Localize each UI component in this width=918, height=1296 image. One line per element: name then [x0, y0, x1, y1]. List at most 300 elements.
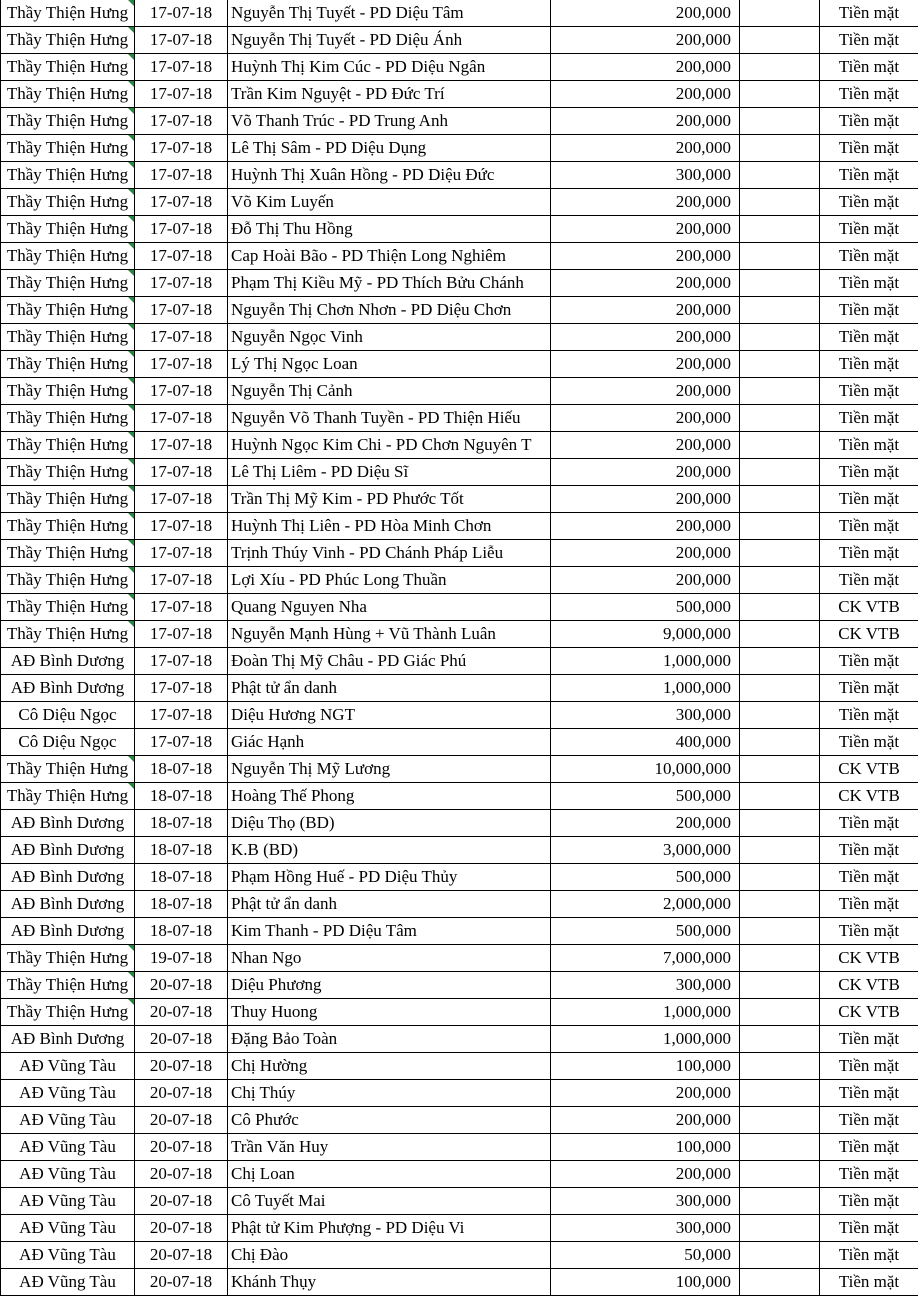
date-cell[interactable]: 18-07-18 [135, 837, 228, 864]
date-cell[interactable]: 20-07-18 [135, 1080, 228, 1107]
payment-method-cell[interactable]: Tiền mặt [820, 1188, 918, 1215]
donor-name-cell[interactable]: Đặng Bảo Toàn [228, 1026, 551, 1053]
payment-method-cell[interactable]: Tiền mặt [820, 1107, 918, 1134]
date-cell[interactable]: 17-07-18 [135, 297, 228, 324]
donor-name-cell[interactable]: Phật tử ẩn danh [228, 891, 551, 918]
payment-method-cell[interactable]: Tiền mặt [820, 108, 918, 135]
amount-cell[interactable]: 1,000,000 [551, 648, 740, 675]
donor-name-cell[interactable]: Phạm Hồng Huế - PD Diệu Thủy [228, 864, 551, 891]
payment-method-cell[interactable]: Tiền mặt [820, 486, 918, 513]
payment-method-cell[interactable]: Tiền mặt [820, 513, 918, 540]
payment-method-cell[interactable]: Tiền mặt [820, 1026, 918, 1053]
amount-cell[interactable]: 200,000 [551, 540, 740, 567]
donor-name-cell[interactable]: Nguyễn Thị Tuyết - PD Diệu Tâm [228, 0, 551, 27]
payment-method-cell[interactable]: CK VTB [820, 972, 918, 999]
date-cell[interactable]: 20-07-18 [135, 972, 228, 999]
table-row [1, 837, 918, 864]
payment-method-cell[interactable]: CK VTB [820, 594, 918, 621]
payment-method-cell[interactable]: Tiền mặt [820, 1161, 918, 1188]
date-cell[interactable]: 17-07-18 [135, 351, 228, 378]
amount-cell[interactable]: 300,000 [551, 1215, 740, 1242]
date-cell[interactable]: 17-07-18 [135, 54, 228, 81]
donor-name-cell[interactable]: Huỳnh Thị Xuân Hồng - PD Diệu Đức [228, 162, 551, 189]
empty-cell[interactable] [740, 486, 820, 513]
donor-name-cell[interactable]: Võ Kim Luyến [228, 189, 551, 216]
table-row [1, 783, 918, 810]
payment-method-cell[interactable]: Tiền mặt [820, 0, 918, 27]
table-row [1, 81, 918, 108]
empty-cell[interactable] [740, 1161, 820, 1188]
source-cell[interactable]: AĐ Vũng Tàu [1, 1080, 135, 1107]
payment-method-cell[interactable]: Tiền mặt [820, 81, 918, 108]
empty-cell[interactable] [740, 108, 820, 135]
donor-name-cell[interactable]: Nguyễn Ngọc Vinh [228, 324, 551, 351]
source-cell[interactable]: Thầy Thiện Hưng [1, 270, 135, 297]
amount-cell[interactable]: 200,000 [551, 459, 740, 486]
donor-name-cell[interactable]: Huỳnh Thị Liên - PD Hòa Minh Chơn [228, 513, 551, 540]
payment-method-cell[interactable]: Tiền mặt [820, 1134, 918, 1161]
payment-method-cell[interactable]: CK VTB [820, 756, 918, 783]
payment-method-cell[interactable]: Tiền mặt [820, 135, 918, 162]
amount-cell[interactable]: 500,000 [551, 594, 740, 621]
empty-cell[interactable] [740, 0, 820, 27]
payment-method-cell[interactable]: Tiền mặt [820, 216, 918, 243]
date-cell[interactable]: 17-07-18 [135, 81, 228, 108]
payment-method-cell[interactable]: Tiền mặt [820, 54, 918, 81]
source-cell[interactable]: Thầy Thiện Hưng [1, 405, 135, 432]
empty-cell[interactable] [740, 594, 820, 621]
date-cell[interactable]: 20-07-18 [135, 1107, 228, 1134]
empty-cell[interactable] [740, 378, 820, 405]
amount-cell[interactable]: 200,000 [551, 513, 740, 540]
date-cell[interactable]: 17-07-18 [135, 216, 228, 243]
amount-cell[interactable]: 200,000 [551, 567, 740, 594]
source-cell[interactable]: Thầy Thiện Hưng [1, 513, 135, 540]
amount-cell[interactable]: 200,000 [551, 135, 740, 162]
amount-cell[interactable]: 200,000 [551, 189, 740, 216]
donor-name-cell[interactable]: Trần Văn Huy [228, 1134, 551, 1161]
amount-cell[interactable]: 300,000 [551, 702, 740, 729]
empty-cell[interactable] [740, 297, 820, 324]
empty-cell[interactable] [740, 459, 820, 486]
date-cell[interactable]: 17-07-18 [135, 486, 228, 513]
payment-method-cell[interactable]: CK VTB [820, 945, 918, 972]
payment-method-cell[interactable]: Tiền mặt [820, 162, 918, 189]
amount-cell[interactable]: 200,000 [551, 324, 740, 351]
source-cell[interactable]: AĐ Bình Dương [1, 891, 135, 918]
empty-cell[interactable] [740, 810, 820, 837]
donor-name-cell[interactable]: Nguyễn Thị Cảnh [228, 378, 551, 405]
date-cell[interactable]: 20-07-18 [135, 1134, 228, 1161]
empty-cell[interactable] [740, 1080, 820, 1107]
source-cell[interactable]: Thầy Thiện Hưng [1, 162, 135, 189]
donor-name-cell[interactable]: Hoàng Thế Phong [228, 783, 551, 810]
source-cell[interactable]: Thầy Thiện Hưng [1, 432, 135, 459]
empty-cell[interactable] [740, 945, 820, 972]
amount-cell[interactable]: 200,000 [551, 108, 740, 135]
source-cell[interactable]: Thầy Thiện Hưng [1, 27, 135, 54]
donor-name-cell[interactable]: Khánh Thụy [228, 1269, 551, 1296]
date-cell[interactable]: 17-07-18 [135, 621, 228, 648]
donor-name-cell[interactable]: Huỳnh Thị Kim Cúc - PD Diệu Ngân [228, 54, 551, 81]
table-row [1, 1080, 918, 1107]
amount-cell[interactable]: 200,000 [551, 54, 740, 81]
empty-cell[interactable] [740, 891, 820, 918]
amount-cell[interactable]: 200,000 [551, 216, 740, 243]
payment-method-cell[interactable]: CK VTB [820, 783, 918, 810]
empty-cell[interactable] [740, 81, 820, 108]
source-cell[interactable]: Thầy Thiện Hưng [1, 783, 135, 810]
date-cell[interactable]: 20-07-18 [135, 1026, 228, 1053]
empty-cell[interactable] [740, 432, 820, 459]
empty-cell[interactable] [740, 1107, 820, 1134]
donor-name-cell[interactable]: Phật tử Kim Phượng - PD Diệu Vi [228, 1215, 551, 1242]
source-cell[interactable]: Thầy Thiện Hưng [1, 324, 135, 351]
date-cell[interactable]: 17-07-18 [135, 594, 228, 621]
source-cell[interactable]: Thầy Thiện Hưng [1, 0, 135, 27]
empty-cell[interactable] [740, 540, 820, 567]
empty-cell[interactable] [740, 513, 820, 540]
donor-name-cell[interactable]: Diệu Thọ (BD) [228, 810, 551, 837]
donor-name-cell[interactable]: Nhan Ngo [228, 945, 551, 972]
amount-cell[interactable]: 200,000 [551, 297, 740, 324]
table-row [1, 1269, 918, 1296]
amount-cell[interactable]: 200,000 [551, 0, 740, 27]
donor-name-cell[interactable]: Cô Tuyết Mai [228, 1188, 551, 1215]
source-cell[interactable]: Thầy Thiện Hưng [1, 972, 135, 999]
source-cell[interactable]: AĐ Vũng Tàu [1, 1188, 135, 1215]
payment-method-cell[interactable]: Tiền mặt [820, 648, 918, 675]
amount-cell[interactable]: 3,000,000 [551, 837, 740, 864]
date-cell[interactable]: 17-07-18 [135, 162, 228, 189]
donor-name-cell[interactable]: Kim Thanh - PD Diệu Tâm [228, 918, 551, 945]
empty-cell[interactable] [740, 1134, 820, 1161]
amount-cell[interactable]: 200,000 [551, 810, 740, 837]
empty-cell[interactable] [740, 162, 820, 189]
empty-cell[interactable] [740, 837, 820, 864]
source-cell[interactable]: Thầy Thiện Hưng [1, 567, 135, 594]
amount-cell[interactable]: 200,000 [551, 486, 740, 513]
date-cell[interactable]: 17-07-18 [135, 324, 228, 351]
table-row [1, 648, 918, 675]
amount-cell[interactable]: 200,000 [551, 1080, 740, 1107]
payment-method-cell[interactable]: Tiền mặt [820, 432, 918, 459]
empty-cell[interactable] [740, 729, 820, 756]
payment-method-cell[interactable]: Tiền mặt [820, 1269, 918, 1296]
date-cell[interactable]: 18-07-18 [135, 891, 228, 918]
source-cell[interactable]: Thầy Thiện Hưng [1, 297, 135, 324]
amount-cell[interactable]: 200,000 [551, 270, 740, 297]
donor-name-cell[interactable]: Lê Thị Liêm - PD Diệu Sĩ [228, 459, 551, 486]
empty-cell[interactable] [740, 27, 820, 54]
date-cell[interactable]: 17-07-18 [135, 135, 228, 162]
empty-cell[interactable] [740, 405, 820, 432]
empty-cell[interactable] [740, 918, 820, 945]
source-cell[interactable]: Thầy Thiện Hưng [1, 189, 135, 216]
amount-cell[interactable]: 300,000 [551, 972, 740, 999]
date-cell[interactable]: 17-07-18 [135, 702, 228, 729]
source-cell[interactable]: Thầy Thiện Hưng [1, 621, 135, 648]
payment-method-cell[interactable]: Tiền mặt [820, 891, 918, 918]
source-cell[interactable]: Thầy Thiện Hưng [1, 243, 135, 270]
payment-method-cell[interactable]: Tiền mặt [820, 918, 918, 945]
payment-method-cell[interactable]: Tiền mặt [820, 297, 918, 324]
source-cell[interactable]: Thầy Thiện Hưng [1, 459, 135, 486]
date-cell[interactable]: 17-07-18 [135, 432, 228, 459]
empty-cell[interactable] [740, 1053, 820, 1080]
donor-name-cell[interactable]: Võ Thanh Trúc - PD Trung Anh [228, 108, 551, 135]
payment-method-cell[interactable]: Tiền mặt [820, 270, 918, 297]
empty-cell[interactable] [740, 972, 820, 999]
amount-cell[interactable]: 1,000,000 [551, 1026, 740, 1053]
date-cell[interactable]: 17-07-18 [135, 0, 228, 27]
date-cell[interactable]: 20-07-18 [135, 1215, 228, 1242]
empty-cell[interactable] [740, 621, 820, 648]
donor-name-cell[interactable]: Phạm Thị Kiều Mỹ - PD Thích Bửu Chánh [228, 270, 551, 297]
empty-cell[interactable] [740, 756, 820, 783]
payment-method-cell[interactable]: Tiền mặt [820, 1053, 918, 1080]
payment-method-cell[interactable]: Tiền mặt [820, 729, 918, 756]
empty-cell[interactable] [740, 54, 820, 81]
source-cell[interactable]: AĐ Vũng Tàu [1, 1242, 135, 1269]
empty-cell[interactable] [740, 567, 820, 594]
donor-name-cell[interactable]: Chị Loan [228, 1161, 551, 1188]
source-cell[interactable]: AĐ Bình Dương [1, 837, 135, 864]
source-cell[interactable]: Thầy Thiện Hưng [1, 540, 135, 567]
amount-cell[interactable]: 200,000 [551, 405, 740, 432]
table-row [1, 729, 918, 756]
date-cell[interactable]: 17-07-18 [135, 648, 228, 675]
source-cell[interactable]: AĐ Bình Dương [1, 648, 135, 675]
date-cell[interactable]: 17-07-18 [135, 243, 228, 270]
donor-name-cell[interactable]: Đoàn Thị Mỹ Châu - PD Giác Phú [228, 648, 551, 675]
source-cell[interactable]: Thầy Thiện Hưng [1, 594, 135, 621]
payment-method-cell[interactable]: Tiền mặt [820, 324, 918, 351]
payment-method-cell[interactable]: Tiền mặt [820, 702, 918, 729]
empty-cell[interactable] [740, 1269, 820, 1296]
empty-cell[interactable] [740, 1188, 820, 1215]
payment-method-cell[interactable]: CK VTB [820, 621, 918, 648]
donor-name-cell[interactable]: Diệu Phương [228, 972, 551, 999]
empty-cell[interactable] [740, 783, 820, 810]
donor-name-cell[interactable]: Cap Hoài Bão - PD Thiện Long Nghiêm [228, 243, 551, 270]
donor-name-cell[interactable]: Nguyễn Thị Tuyết - PD Diệu Ánh [228, 27, 551, 54]
donor-name-cell[interactable]: Giác Hạnh [228, 729, 551, 756]
date-cell[interactable]: 17-07-18 [135, 270, 228, 297]
table-row [1, 972, 918, 999]
amount-cell[interactable]: 200,000 [551, 1161, 740, 1188]
payment-method-cell[interactable]: Tiền mặt [820, 1080, 918, 1107]
table-row [1, 1053, 918, 1080]
source-cell[interactable]: AĐ Bình Dương [1, 1026, 135, 1053]
amount-cell[interactable]: 1,000,000 [551, 675, 740, 702]
donor-name-cell[interactable]: Đỗ Thị Thu Hồng [228, 216, 551, 243]
amount-cell[interactable]: 9,000,000 [551, 621, 740, 648]
donor-name-cell[interactable]: Trịnh Thúy Vinh - PD Chánh Pháp Liễu [228, 540, 551, 567]
source-cell[interactable]: Thầy Thiện Hưng [1, 108, 135, 135]
source-cell[interactable]: AĐ Bình Dương [1, 810, 135, 837]
empty-cell[interactable] [740, 351, 820, 378]
source-cell[interactable]: Cô Diệu Ngọc [1, 729, 135, 756]
payment-method-cell[interactable]: Tiền mặt [820, 351, 918, 378]
payment-method-cell[interactable]: Tiền mặt [820, 1215, 918, 1242]
donor-name-cell[interactable]: Quang Nguyen Nha [228, 594, 551, 621]
payment-method-cell[interactable]: Tiền mặt [820, 567, 918, 594]
empty-cell[interactable] [740, 999, 820, 1026]
date-cell[interactable]: 17-07-18 [135, 540, 228, 567]
donor-name-cell[interactable]: Phật tử ẩn danh [228, 675, 551, 702]
payment-method-cell[interactable]: Tiền mặt [820, 675, 918, 702]
amount-cell[interactable]: 500,000 [551, 864, 740, 891]
amount-cell[interactable]: 100,000 [551, 1269, 740, 1296]
date-cell[interactable]: 17-07-18 [135, 729, 228, 756]
date-cell[interactable]: 18-07-18 [135, 756, 228, 783]
amount-cell[interactable]: 200,000 [551, 378, 740, 405]
source-cell[interactable]: Thầy Thiện Hưng [1, 351, 135, 378]
source-cell[interactable]: Thầy Thiện Hưng [1, 999, 135, 1026]
empty-cell[interactable] [740, 243, 820, 270]
date-cell[interactable]: 20-07-18 [135, 1269, 228, 1296]
source-cell[interactable]: Thầy Thiện Hưng [1, 378, 135, 405]
donor-name-cell[interactable]: K.B (BD) [228, 837, 551, 864]
date-cell[interactable]: 17-07-18 [135, 405, 228, 432]
amount-cell[interactable]: 1,000,000 [551, 999, 740, 1026]
date-cell[interactable]: 17-07-18 [135, 378, 228, 405]
date-cell[interactable]: 20-07-18 [135, 1053, 228, 1080]
payment-method-cell[interactable]: Tiền mặt [820, 405, 918, 432]
amount-cell[interactable]: 50,000 [551, 1242, 740, 1269]
payment-method-cell[interactable]: CK VTB [820, 999, 918, 1026]
date-cell[interactable]: 17-07-18 [135, 189, 228, 216]
date-cell[interactable]: 17-07-18 [135, 459, 228, 486]
source-cell[interactable]: Thầy Thiện Hưng [1, 216, 135, 243]
date-cell[interactable]: 18-07-18 [135, 864, 228, 891]
amount-cell[interactable]: 200,000 [551, 243, 740, 270]
amount-cell[interactable]: 2,000,000 [551, 891, 740, 918]
date-cell[interactable]: 18-07-18 [135, 783, 228, 810]
payment-method-cell[interactable]: Tiền mặt [820, 837, 918, 864]
source-cell[interactable]: AĐ Bình Dương [1, 675, 135, 702]
payment-method-cell[interactable]: Tiền mặt [820, 810, 918, 837]
amount-cell[interactable]: 100,000 [551, 1053, 740, 1080]
amount-cell[interactable]: 200,000 [551, 27, 740, 54]
date-cell[interactable]: 20-07-18 [135, 1188, 228, 1215]
date-cell[interactable]: 20-07-18 [135, 999, 228, 1026]
empty-cell[interactable] [740, 135, 820, 162]
payment-method-cell[interactable]: Tiền mặt [820, 243, 918, 270]
amount-cell[interactable]: 300,000 [551, 162, 740, 189]
empty-cell[interactable] [740, 1242, 820, 1269]
table-row [1, 1134, 918, 1161]
donor-name-cell[interactable]: Cô Phước [228, 1107, 551, 1134]
donor-name-cell[interactable]: Lợi Xíu - PD Phúc Long Thuần [228, 567, 551, 594]
source-cell[interactable]: AĐ Vũng Tàu [1, 1269, 135, 1296]
donor-name-cell[interactable]: Huỳnh Ngọc Kim Chi - PD Chơn Nguyên T [228, 432, 551, 459]
donor-name-cell[interactable]: Thuy Huong [228, 999, 551, 1026]
date-cell[interactable]: 17-07-18 [135, 675, 228, 702]
source-cell[interactable]: Thầy Thiện Hưng [1, 756, 135, 783]
date-cell[interactable]: 17-07-18 [135, 513, 228, 540]
table-row [1, 999, 918, 1026]
payment-method-cell[interactable]: Tiền mặt [820, 540, 918, 567]
amount-cell[interactable]: 10,000,000 [551, 756, 740, 783]
donor-name-cell[interactable]: Diệu Hương NGT [228, 702, 551, 729]
amount-cell[interactable]: 500,000 [551, 918, 740, 945]
donor-name-cell[interactable]: Chị Đào [228, 1242, 551, 1269]
empty-cell[interactable] [740, 216, 820, 243]
donor-name-cell[interactable]: Nguyễn Mạnh Hùng + Vũ Thành Luân [228, 621, 551, 648]
donor-name-cell[interactable]: Lê Thị Sâm - PD Diệu Dụng [228, 135, 551, 162]
amount-cell[interactable]: 100,000 [551, 1134, 740, 1161]
date-cell[interactable]: 18-07-18 [135, 810, 228, 837]
date-cell[interactable]: 17-07-18 [135, 27, 228, 54]
source-cell[interactable]: AĐ Bình Dương [1, 864, 135, 891]
payment-method-cell[interactable]: Tiền mặt [820, 459, 918, 486]
donor-name-cell[interactable]: Trần Kim Nguyệt - PD Đức Trí [228, 81, 551, 108]
amount-cell[interactable]: 200,000 [551, 432, 740, 459]
amount-cell[interactable]: 7,000,000 [551, 945, 740, 972]
amount-cell[interactable]: 300,000 [551, 1188, 740, 1215]
amount-cell[interactable]: 200,000 [551, 81, 740, 108]
source-cell[interactable]: AĐ Vũng Tàu [1, 1161, 135, 1188]
payment-method-cell[interactable]: Tiền mặt [820, 378, 918, 405]
empty-cell[interactable] [740, 189, 820, 216]
donor-name-cell[interactable]: Nguyễn Thị Chơn Nhơn - PD Diệu Chơn [228, 297, 551, 324]
source-cell[interactable]: AĐ Bình Dương [1, 918, 135, 945]
payment-method-cell[interactable]: Tiền mặt [820, 864, 918, 891]
source-cell[interactable]: Thầy Thiện Hưng [1, 486, 135, 513]
source-cell[interactable]: AĐ Vũng Tàu [1, 1215, 135, 1242]
date-cell[interactable]: 17-07-18 [135, 108, 228, 135]
amount-cell[interactable]: 200,000 [551, 351, 740, 378]
source-cell[interactable]: Thầy Thiện Hưng [1, 54, 135, 81]
empty-cell[interactable] [740, 1026, 820, 1053]
empty-cell[interactable] [740, 702, 820, 729]
table-row [1, 756, 918, 783]
date-cell[interactable]: 20-07-18 [135, 1242, 228, 1269]
payment-method-cell[interactable]: Tiền mặt [820, 27, 918, 54]
empty-cell[interactable] [740, 1215, 820, 1242]
donor-name-cell[interactable]: Lý Thị Ngọc Loan [228, 351, 551, 378]
donor-name-cell[interactable]: Nguyễn Thị Mỹ Lương [228, 756, 551, 783]
date-cell[interactable]: 18-07-18 [135, 918, 228, 945]
donor-name-cell[interactable]: Chị Hường [228, 1053, 551, 1080]
source-cell[interactable]: Thầy Thiện Hưng [1, 945, 135, 972]
empty-cell[interactable] [740, 864, 820, 891]
donor-name-cell[interactable]: Nguyễn Võ Thanh Tuyền - PD Thiện Hiếu [228, 405, 551, 432]
source-cell[interactable]: Thầy Thiện Hưng [1, 81, 135, 108]
source-cell[interactable]: AĐ Vũng Tàu [1, 1134, 135, 1161]
date-cell[interactable]: 19-07-18 [135, 945, 228, 972]
empty-cell[interactable] [740, 270, 820, 297]
payment-method-cell[interactable]: Tiền mặt [820, 189, 918, 216]
amount-cell[interactable]: 500,000 [551, 783, 740, 810]
empty-cell[interactable] [740, 675, 820, 702]
amount-cell[interactable]: 400,000 [551, 729, 740, 756]
donor-name-cell[interactable]: Chị Thúy [228, 1080, 551, 1107]
source-cell[interactable]: Cô Diệu Ngọc [1, 702, 135, 729]
source-cell[interactable]: AĐ Vũng Tàu [1, 1053, 135, 1080]
date-cell[interactable]: 20-07-18 [135, 1161, 228, 1188]
source-cell[interactable]: AĐ Vũng Tàu [1, 1107, 135, 1134]
amount-cell[interactable]: 200,000 [551, 1107, 740, 1134]
empty-cell[interactable] [740, 324, 820, 351]
empty-cell[interactable] [740, 648, 820, 675]
payment-method-cell[interactable]: Tiền mặt [820, 1242, 918, 1269]
source-cell[interactable]: Thầy Thiện Hưng [1, 135, 135, 162]
donor-name-cell[interactable]: Trần Thị Mỹ Kim - PD Phước Tốt [228, 486, 551, 513]
date-cell[interactable]: 17-07-18 [135, 567, 228, 594]
